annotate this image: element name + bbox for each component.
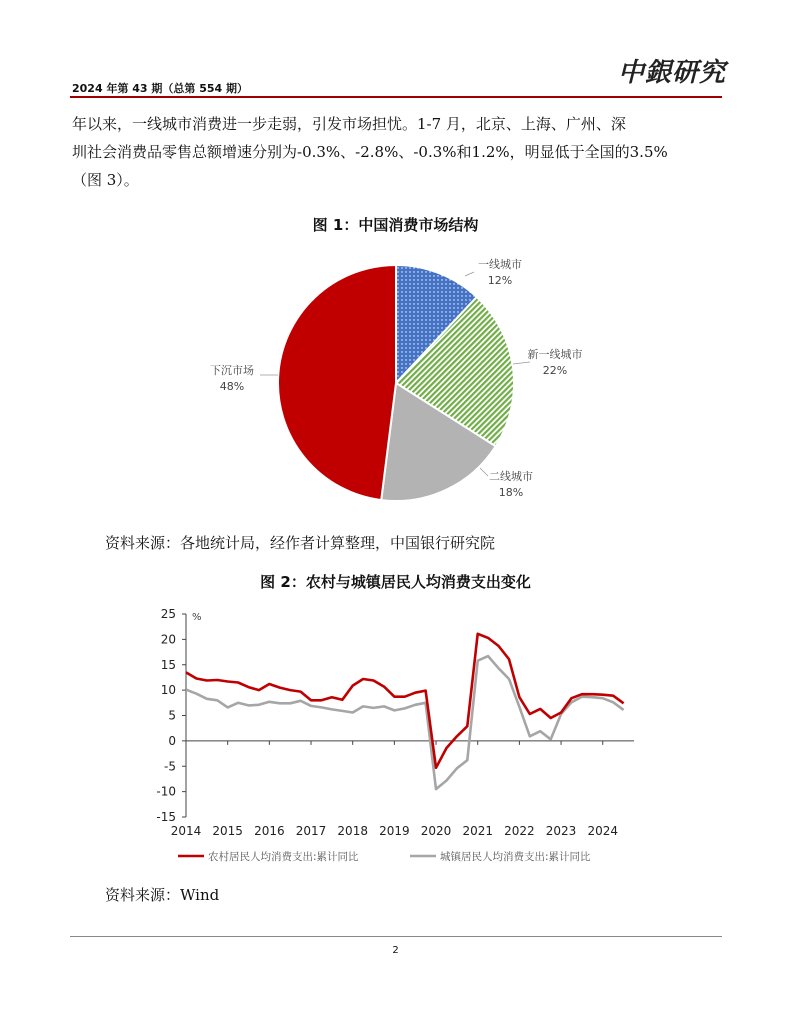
issue-header: 2024 年第 43 期（总第 554 期）	[72, 82, 249, 95]
pie-slice-label: 新一线城市	[527, 348, 583, 361]
y-tick-label: 5	[168, 708, 176, 723]
header-divider	[70, 96, 722, 98]
x-tick-label: 2019	[379, 824, 410, 838]
y-tick-label: 15	[160, 657, 176, 672]
x-tick-label: 2024	[587, 824, 619, 838]
pie-leader-line	[513, 362, 530, 364]
x-tick-label: 2022	[504, 824, 535, 838]
body-line: （图 3）。	[72, 171, 139, 189]
page-number: 2	[392, 945, 399, 956]
pie-slice-value: 18%	[498, 486, 524, 499]
pie-chart	[180, 250, 640, 515]
y-tick-label: -15	[156, 810, 176, 824]
y-axis-unit: %	[192, 612, 202, 623]
x-tick-label: 2021	[462, 824, 493, 838]
figure1-title: 图 1：中国消费市场结构	[312, 216, 479, 234]
footer-divider	[70, 936, 722, 937]
figure2-title: 图 2：农村与城镇居民人均消费支出变化	[260, 573, 531, 591]
body-line: 年以来，一线城市消费进一步走弱，引发市场担忧。1-7 月，北京、上海、广州、深	[72, 115, 626, 133]
pie-slice-label: 一线城市	[478, 258, 522, 271]
logo: 中銀研究	[618, 58, 727, 88]
y-tick-label: 25	[160, 607, 176, 621]
y-tick-label: 10	[160, 683, 176, 698]
x-tick-label: 2023	[545, 824, 577, 838]
pie-leader-line	[465, 272, 474, 276]
pie-slice-value: 12%	[487, 274, 513, 287]
x-tick-label: 2020	[420, 824, 452, 838]
x-tick-label: 2015	[212, 824, 243, 838]
y-tick-label: -5	[164, 759, 176, 774]
body-paragraph	[72, 110, 724, 194]
body-line: 圳社会消费品零售总额增速分别为-0.3%、-2.8%、-0.3%和1.2%，明显低于全国的3.5%	[72, 143, 668, 161]
x-tick-label: 2017	[295, 824, 327, 838]
pie-leader-line	[480, 468, 488, 476]
pie-slice	[278, 265, 396, 500]
pie-slice-label: 下沉市场	[210, 364, 254, 377]
y-tick-label: 20	[160, 632, 176, 647]
x-tick-label: 2014	[170, 824, 202, 838]
x-tick-label: 2016	[254, 824, 285, 838]
y-tick-label: -10	[156, 784, 176, 799]
pie-slice-label: 二线城市	[489, 470, 533, 483]
figure2-source: 资料来源：Wind	[105, 886, 220, 904]
pie-slice-value: 48%	[219, 380, 245, 393]
y-tick-label: 0	[168, 733, 176, 748]
series-line-urban	[186, 656, 624, 789]
figure1-source: 资料来源：各地统计局，经作者计算整理，中国银行研究院	[105, 534, 496, 552]
series-line-rural	[186, 634, 624, 768]
line-chart	[130, 598, 670, 878]
x-tick-label: 2018	[337, 824, 368, 838]
pie-slice-value: 22%	[542, 364, 568, 377]
legend-label: 农村居民人均消费支出:累计同比	[208, 851, 359, 863]
legend-label: 城镇居民人均消费支出:累计同比	[440, 851, 591, 863]
